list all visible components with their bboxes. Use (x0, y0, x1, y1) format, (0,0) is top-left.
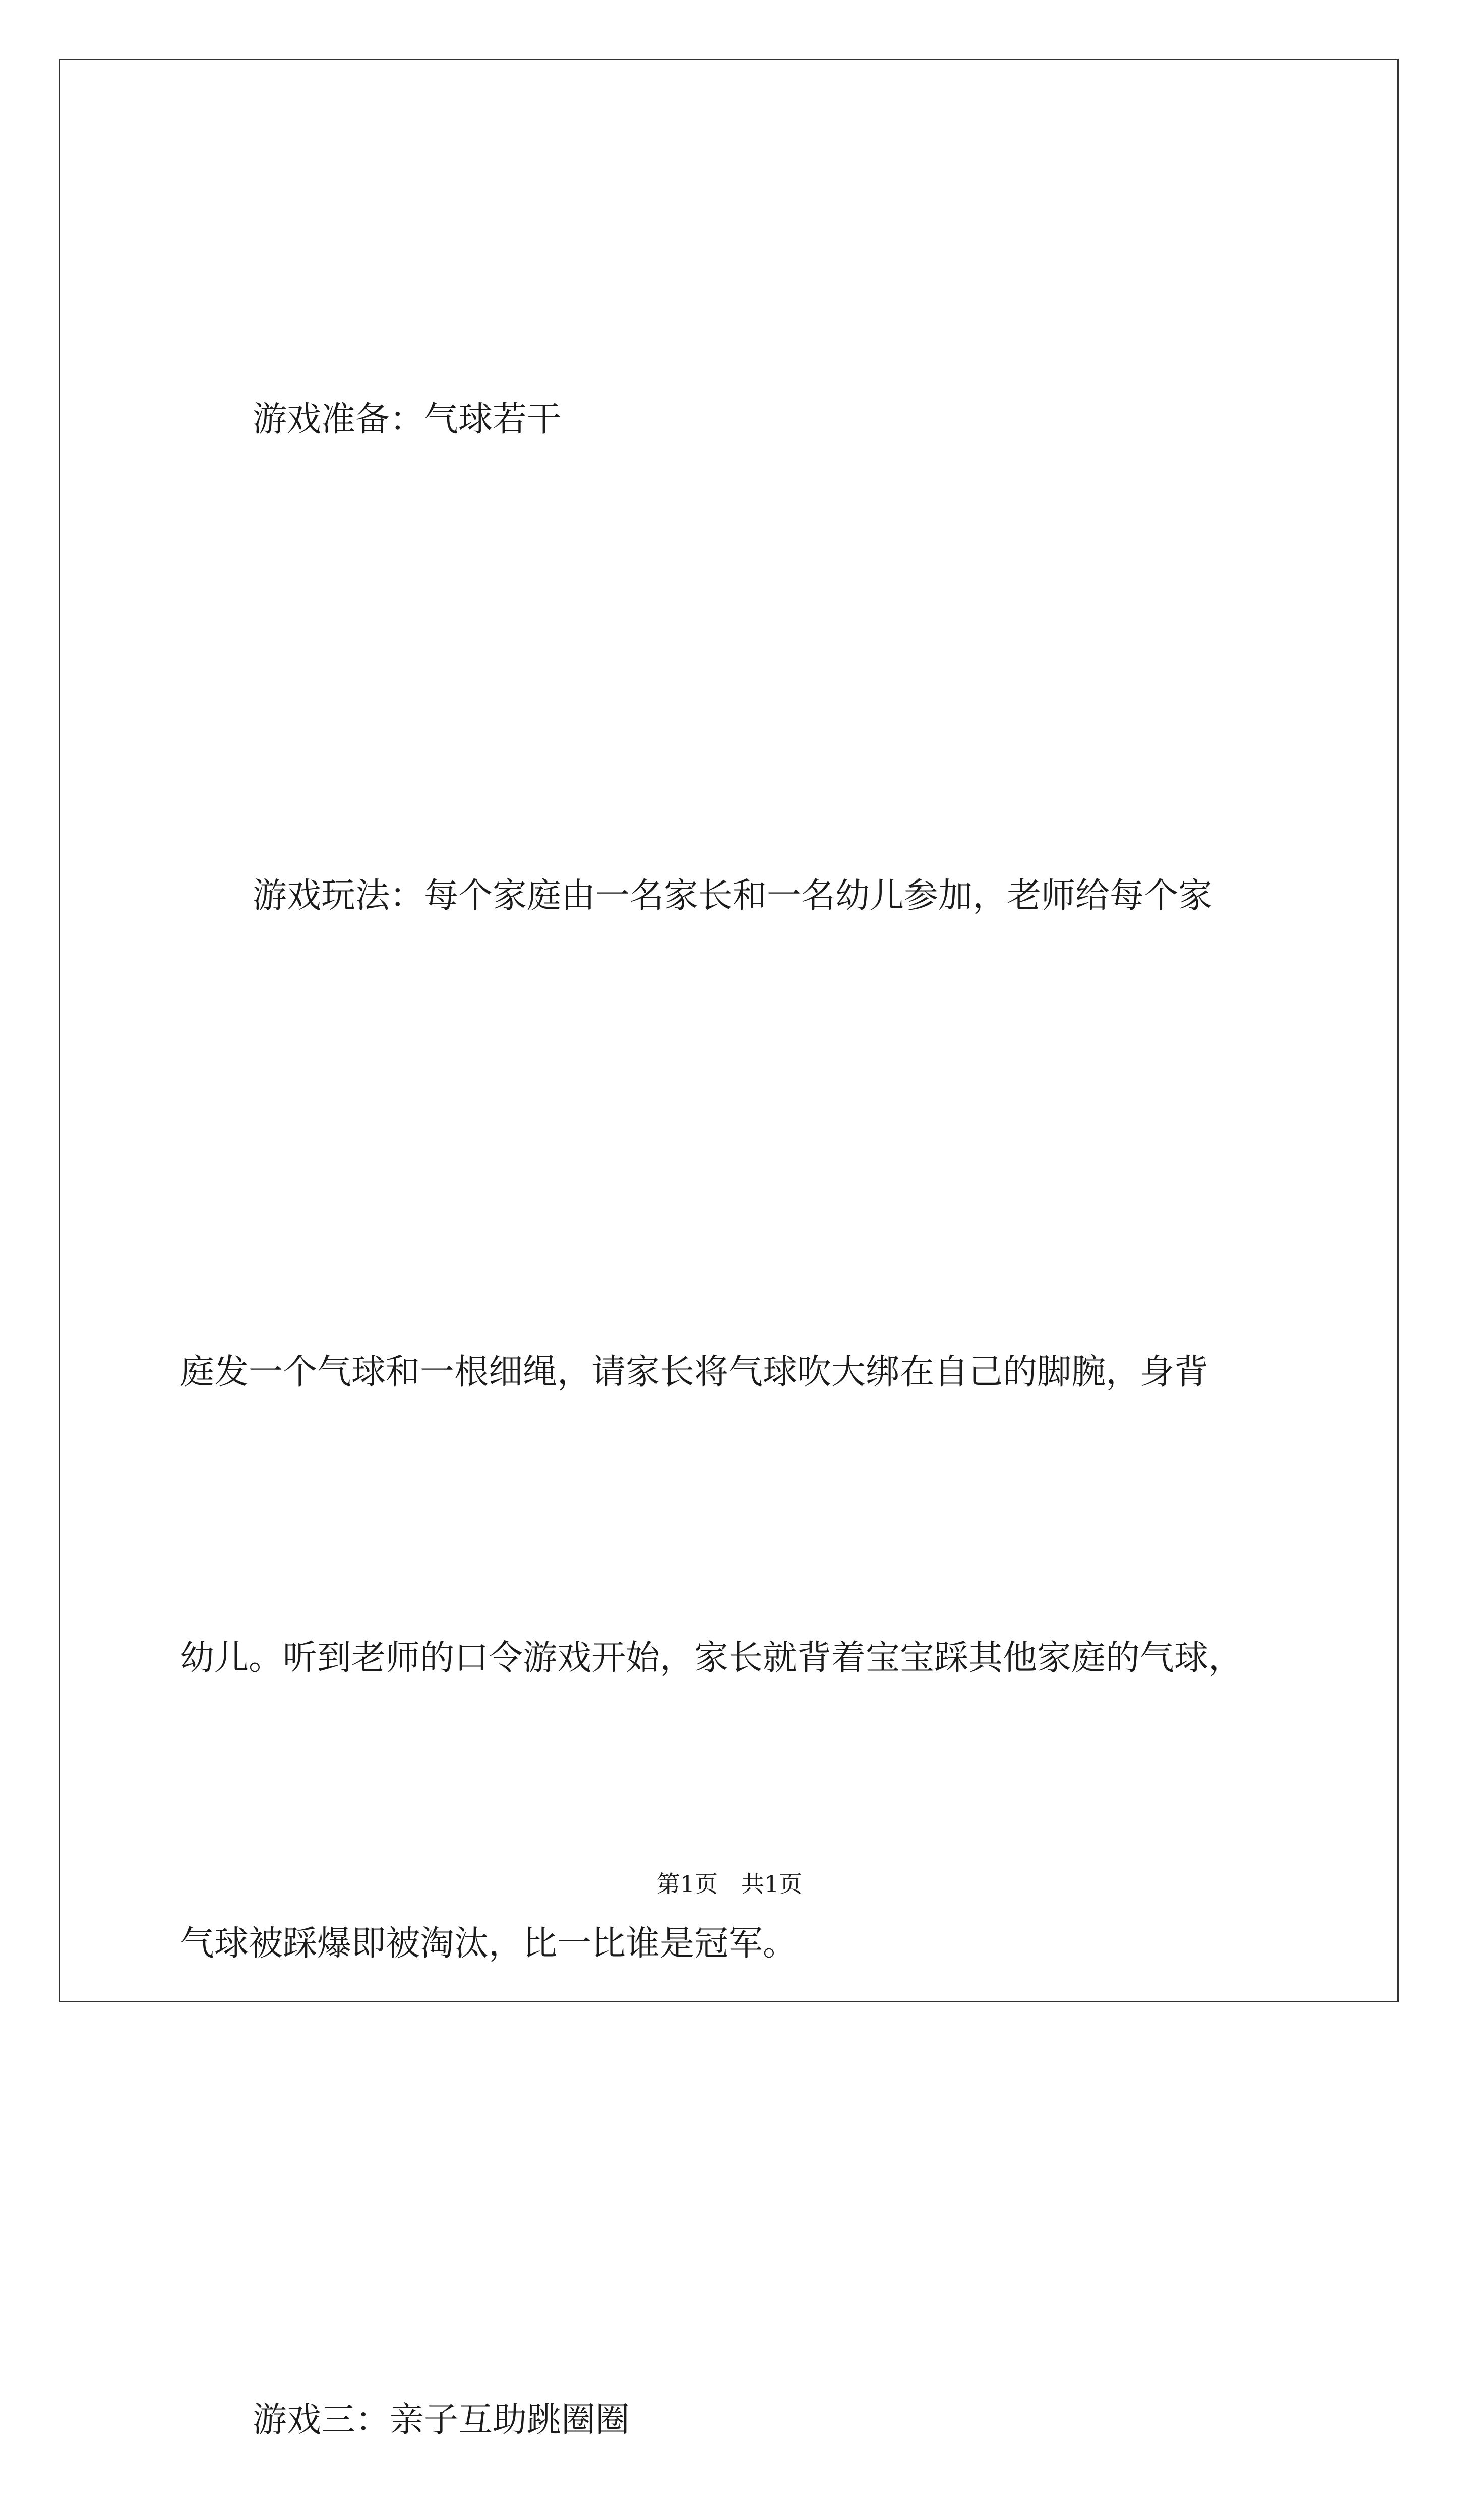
paragraph (180, 2182, 1294, 2520)
paragraph (180, 658, 1294, 1134)
document-body (180, 181, 1294, 2520)
text-line: 庭发一个气球和一根细绳，请家长将气球吹大绑在自己的脚腕，身背 (180, 1352, 1209, 1392)
paragraph (180, 181, 1294, 658)
text-line: 游戏玩法：每个家庭由一名家长和一名幼儿参加，老师给每个家 (253, 876, 1213, 916)
page-number-label: 第1页 共1页 (656, 1870, 803, 1898)
page-footer (0, 1869, 1459, 1899)
text-line: 游戏三：亲子互助跳圈圈 (253, 2400, 630, 2440)
text-line: 游戏准备：气球若干 (253, 400, 562, 439)
text-line: 幼儿。听到老师的口令游戏开始，家长就背着宝宝踩其他家庭的气球， (180, 1638, 1243, 1678)
text-line: 气球被踩爆即被淘汰，比一比谁是冠军。 (180, 1924, 798, 1964)
paragraph-continued (180, 1134, 1294, 2182)
